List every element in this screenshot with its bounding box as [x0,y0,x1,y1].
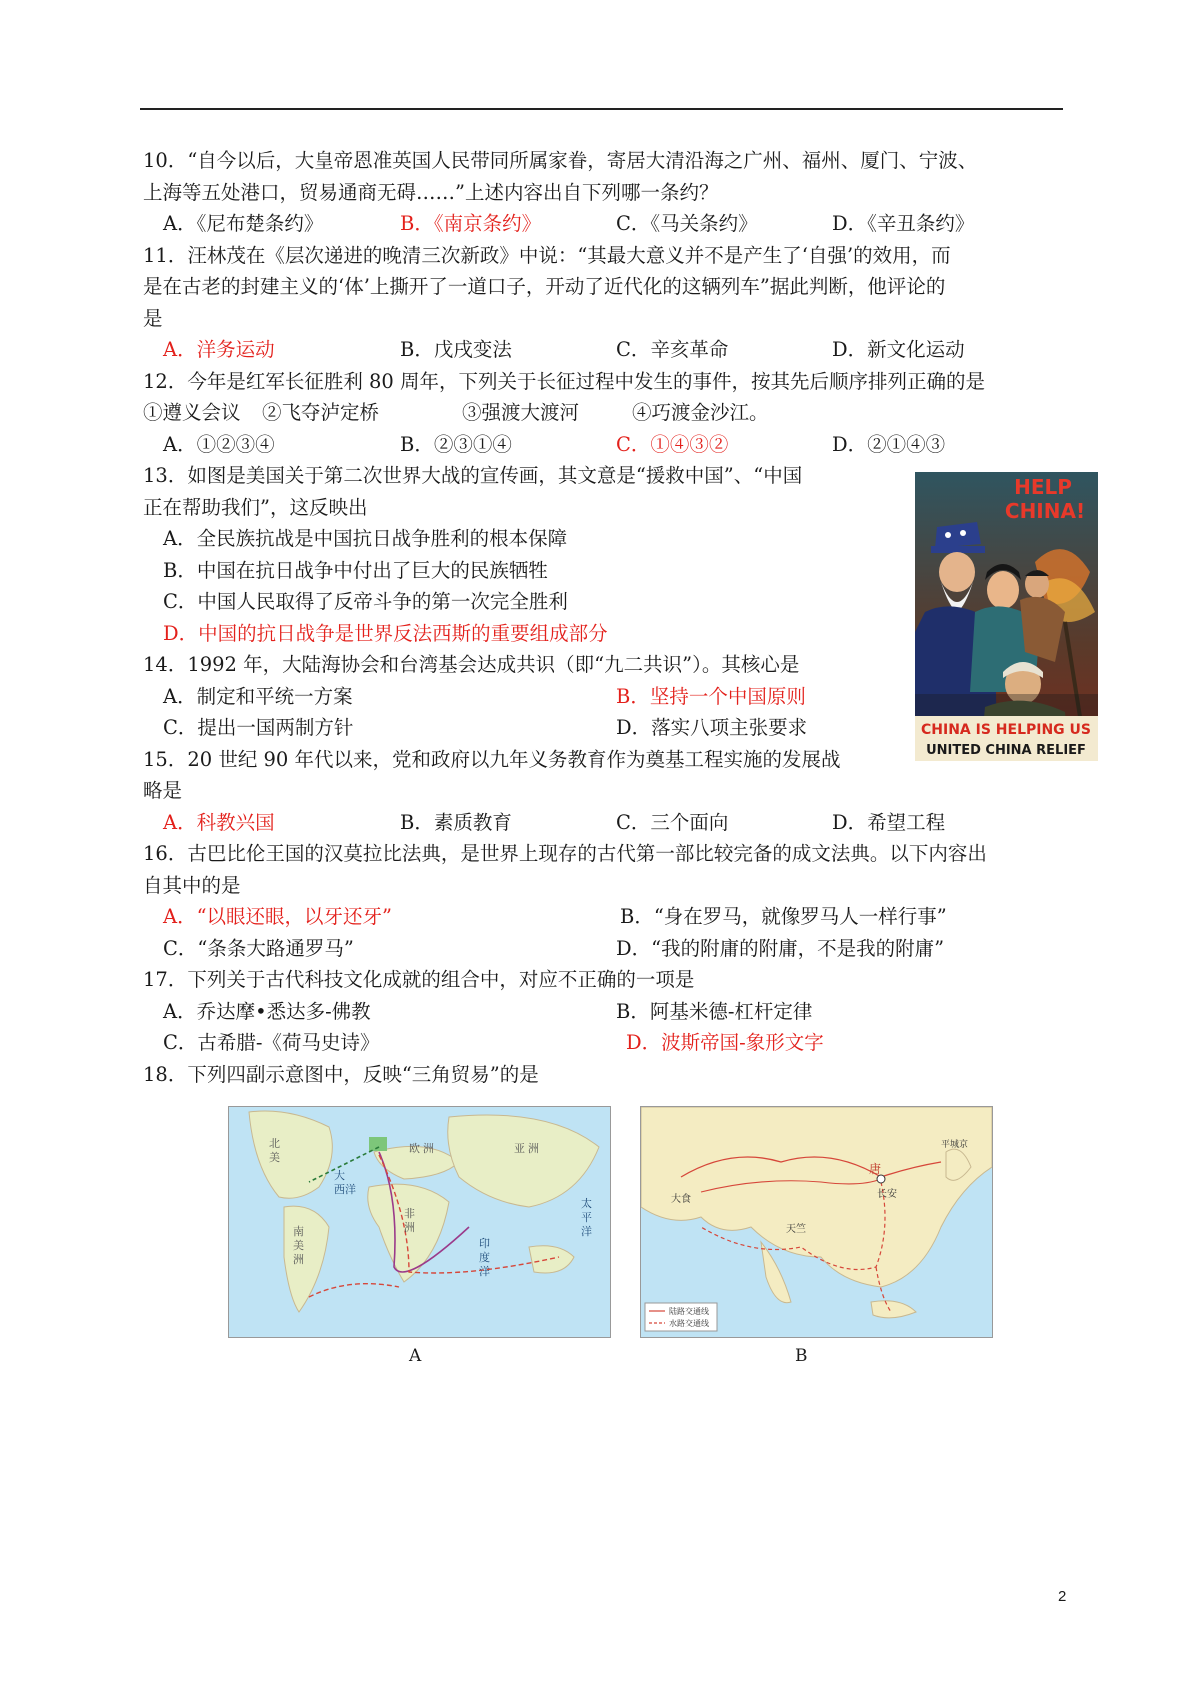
q15-option-a: A．科教兴国 [163,811,275,834]
q16-stem-1: 16．古巴比伦王国的汉莫拉比法典，是世界上现存的古代第一部比较完备的成文法典。以下内容出 [143,842,987,865]
q10-stem-1: 10．“自今以后，大皇帝恩准英国人民带同所属家眷，寄居大清沿海之广州、福州、厦门、宁波、 [143,149,978,172]
q16-stem-2: 自其中的是 [143,874,241,897]
q16-option-c: C．“条条大路通罗马” [163,937,354,960]
q12-option-d: D．②①④③ [832,433,946,456]
q10-option-b: B．《南京条约》 [400,212,542,235]
q12-stem-1: 12．今年是红军长征胜利 80 周年，下列关于长征过程中发生的事件，按其先后顺序排列正确的是 [143,370,986,393]
q10-stem-2: 上海等五处港口，贸易通商无碍……”上述内容出自下列哪一条约？ [143,181,719,204]
poster-illustration [915,472,1098,761]
q18-stem-1: 18．下列四副示意图中，反映“三角贸易”的是 [143,1063,539,1086]
q12-option-a: A．①②③④ [163,433,275,456]
q17-option-d: D．波斯帝国-象形文字 [626,1031,824,1054]
q11-option-d: D．新文化运动 [832,338,965,361]
map-b-drawing [641,1107,992,1337]
q11-option-c: C．辛亥革命 [616,338,729,361]
q14-option-a: A．制定和平统一方案 [163,685,353,708]
q13-option-c: C．中国人民取得了反帝斗争的第一次完全胜利 [163,590,568,613]
map-b-label-changan: 长安 [877,1189,897,1200]
map-b-legend-land: 陆路交通线 [669,1307,709,1316]
q15-option-c: C．三个面向 [616,811,729,834]
map-a-label-pacific-3: 洋 [581,1225,592,1238]
map-a-label-indian-2: 度 [479,1251,490,1264]
map-a-label-africa-1: 非 [404,1207,415,1220]
q16-option-d: D．“我的附庸的附庸，不是我的附庸” [616,937,945,960]
q11-option-a: A．洋务运动 [163,338,275,361]
poster-title-line-2: CHINA! [1004,499,1086,523]
q14-option-b: B．坚持一个中国原则 [616,685,806,708]
map-a-label-atlantic-2: 西洋 [334,1183,356,1196]
map-a-label-pacific-2: 平 [581,1211,592,1224]
q17-option-b: B．阿基米德-杠杆定律 [616,1000,813,1023]
q15-stem-2: 略是 [143,779,183,802]
map-a-label-samerica-1: 南 [293,1225,304,1238]
q11-stem-2: 是在古老的封建主义的‘体’上撕开了一道口子，开动了近代化的这辆列车”据此判断，他评论的 [143,275,946,298]
q13-stem-1: 13．如图是美国关于第二次世界大战的宣传画，其文意是“援救中国”、“中国 [143,464,803,487]
q16-option-b: B．“身在罗马，就像罗马人一样行事” [620,905,947,928]
q16-option-a: A．“以眼还眼，以牙还牙” [163,905,393,928]
q13-option-b: B．中国在抗日战争中付出了巨大的民族牺牲 [163,559,548,582]
map-b-tang-routes [640,1106,993,1338]
q15-option-b: B．素质教育 [400,811,512,834]
map-a-label-namerica-1: 北 [269,1137,280,1150]
q12-event-3: ③强渡大渡河 [462,401,580,424]
help-china-poster [915,472,1098,761]
map-a-label-indian-1: 印 [479,1237,490,1250]
q17-stem-1: 17．下列关于古代科技文化成就的组合中，对应不正确的一项是 [143,968,695,991]
map-b-label-tianzhu: 天竺 [786,1224,806,1235]
map-a-label-atlantic-1: 大 [334,1169,345,1182]
map-b-label-heijo: 平城京 [941,1140,969,1150]
map-a-label-samerica-3: 洲 [293,1253,304,1266]
q12-event-1: ①遵义会议 [143,401,241,424]
q17-option-a: A．乔达摩•悉达多-佛教 [163,1000,371,1023]
q11-option-b: B．戊戌变法 [400,338,512,361]
map-a-label-samerica-2: 美 [293,1239,304,1252]
q11-stem-3: 是 [143,307,163,330]
q11-stem-1: 11．汪林茂在《层次递进的晚清三次新政》中说：“其最大意义并不是产生了‘自强’的效用，而 [143,244,951,267]
q12-option-c: C．①④③② [616,433,729,456]
q13-option-a: A．全民族抗战是中国抗日战争胜利的根本保障 [163,527,568,550]
q10-option-c: C．《马关条约》 [616,212,758,235]
q12-event-4: ④巧渡金沙江。 [632,401,769,424]
q13-stem-2: 正在帮助我们”，这反映出 [143,496,368,519]
map-a-drawing [229,1107,610,1337]
map-a-label-europe-2: 洲 [423,1142,434,1155]
header-rule [140,108,1063,110]
q13-option-d: D．中国的抗日战争是世界反法西斯的重要组成部分 [163,622,608,645]
q14-option-c: C．提出一国两制方针 [163,716,354,739]
map-a-caption: A [409,1346,422,1366]
poster-relief-name: UNITED CHINA RELIEF [926,743,1086,758]
map-a-label-namerica-2: 美 [269,1151,280,1164]
q15-stem-1: 15．20 世纪 90 年代以来，党和政府以九年义务教育作为奠基工程实施的发展战 [143,748,841,771]
map-a-label-pacific-1: 太 [581,1197,592,1210]
map-a-label-asia-2: 洲 [528,1142,539,1155]
q10-option-d: D．《辛丑条约》 [832,212,975,235]
map-a-label-europe-1: 欧 [409,1142,420,1155]
map-a-label-indian-3: 洋 [479,1265,490,1278]
map-a-label-asia-1: 亚 [514,1142,525,1155]
map-b-label-dashi: 大食 [671,1194,691,1205]
q15-option-d: D．希望工程 [832,811,946,834]
map-b-label-tang: 唐 [869,1162,882,1176]
map-a-label-africa-2: 洲 [404,1221,415,1234]
q10-option-a: A．《尼布楚条约》 [163,212,324,235]
map-a-atlantic-trade [228,1106,611,1338]
poster-slogan: CHINA IS HELPING US [921,722,1091,738]
q14-stem-1: 14．1992 年，大陆海协会和台湾基会达成共识（即“九二共识”）。其核心是 [143,653,800,676]
q17-option-c: C．古希腊-《荷马史诗》 [163,1031,380,1054]
q12-option-b: B．②③①④ [400,433,512,456]
q12-event-2: ②飞夺泸定桥 [262,401,380,424]
q14-option-d: D．落实八项主张要求 [616,716,808,739]
page-number: 2 [1058,1588,1067,1605]
map-b-legend-sea: 水路交通线 [669,1319,709,1328]
map-b-caption: B [795,1346,808,1366]
poster-title-line-1: HELP [1014,475,1072,499]
